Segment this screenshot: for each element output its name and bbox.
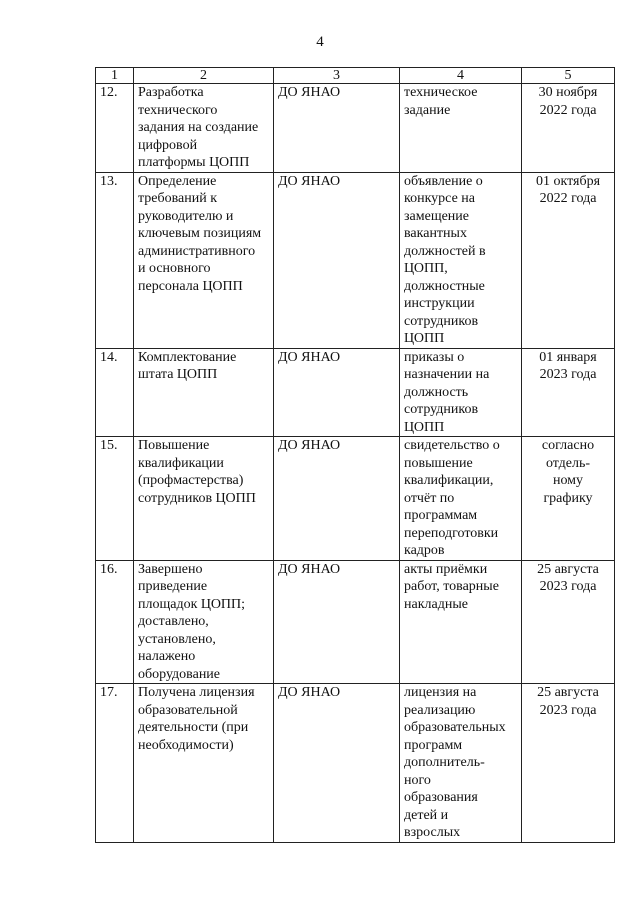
table-row: [96, 172, 615, 348]
row-number: 14.: [96, 348, 134, 437]
row-task: Разработка технического задания на создание цифровой платформы ЦОПП: [138, 85, 259, 170]
row-number: 15.: [96, 437, 134, 561]
row-result: приказы о назначении на должность сотрудников ЦОПП: [404, 349, 490, 435]
row-responsible: ДО ЯНАО: [278, 561, 341, 577]
row-result: свидетельство о повышение квалификации, отчёт по программам переподготовки кадров: [404, 438, 500, 558]
row-number: 13.: [96, 172, 134, 348]
row-result: объявление о конкурсе на замещение вакантных должностей в ЦОПП, должностные инструкции сотрудников ЦОПП: [404, 173, 486, 346]
header-col-3: 3: [274, 68, 400, 84]
row-result: лицензия на реализацию образовательных программ дополнитель- ного образования детей и взрослых: [404, 685, 506, 840]
row-term: 30 ноября 2022 года: [538, 85, 598, 118]
row-term: 01 января 2023 года: [539, 349, 597, 382]
row-result: техническое задание: [404, 85, 478, 118]
row-responsible: ДО ЯНАО: [278, 438, 341, 453]
header-col-1: 1: [96, 68, 134, 84]
row-term: 25 августа 2023 года: [537, 561, 599, 594]
row-term: 01 октября 2022 года: [535, 173, 601, 206]
header-col-4: 4: [400, 68, 522, 84]
table-row: [96, 84, 615, 173]
row-task: Завершено приведение площадок ЦОПП; доставлено, установлено, налажено оборудование: [138, 561, 246, 682]
row-task: Получена лицензия образовательной деятельности (при необходимости): [138, 685, 255, 753]
table-row: [96, 437, 615, 561]
plan-table: [95, 67, 615, 843]
row-result: акты приёмки работ, товарные накладные: [404, 561, 499, 612]
page-number: 4: [316, 34, 324, 50]
header-col-2: 2: [134, 68, 274, 84]
row-term: 25 августа 2023 года: [537, 685, 599, 718]
table-row: [96, 348, 615, 437]
row-responsible: ДО ЯНАО: [278, 349, 341, 365]
row-task: Определение требований к руководителю и ключевым позициям административного и основного персонала ЦОПП: [138, 173, 262, 294]
row-task: Комплектование штата ЦОПП: [138, 349, 237, 382]
row-number: 16.: [96, 560, 134, 684]
row-term: согласно отдель- ному графику: [541, 438, 595, 506]
row-responsible: ДО ЯНАО: [278, 685, 341, 700]
table-row: [96, 684, 615, 843]
row-number: 12.: [96, 84, 134, 173]
table-header: [96, 68, 615, 84]
table-row: [96, 560, 615, 684]
row-responsible: ДО ЯНАО: [278, 173, 341, 189]
row-task: Повышение квалификации (профмастерства) сотрудников ЦОПП: [138, 438, 256, 506]
header-col-5: 5: [522, 68, 615, 84]
table-body: [96, 84, 615, 843]
header-row: [96, 68, 615, 84]
row-number: 17.: [96, 684, 134, 843]
row-responsible: ДО ЯНАО: [278, 85, 341, 100]
